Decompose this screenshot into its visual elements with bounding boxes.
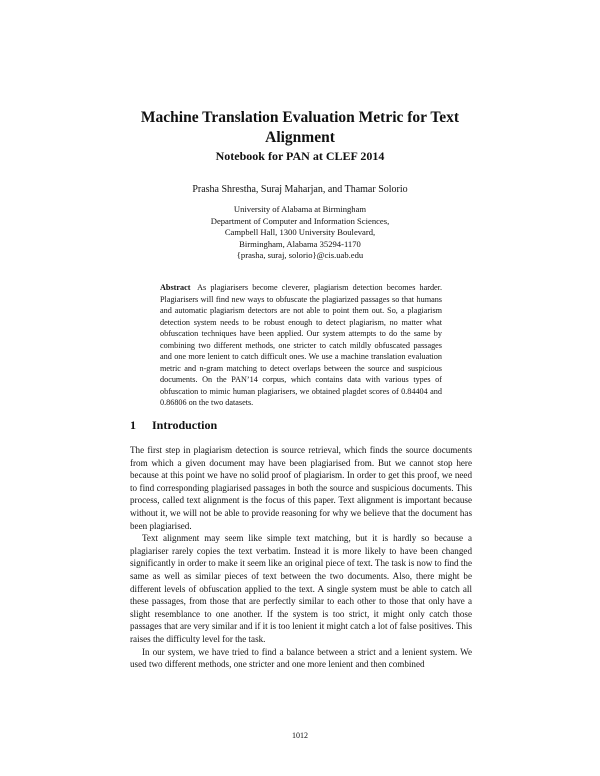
- paper-subtitle: Notebook for PAN at CLEF 2014: [215, 149, 385, 163]
- author-emails: {prasha, suraj, solorio}@cis.uab.edu: [236, 250, 364, 261]
- body-paragraph: In our system, we have tried to find a balance between a strict and a lenient system. We used two different methods, one stricter and one more lenient and then combined: [130, 646, 472, 670]
- section-number: 1: [130, 418, 136, 432]
- abstract: [160, 282, 442, 409]
- section-heading-introduction: [130, 418, 217, 433]
- affiliation-line: Campbell Hall, 1300 University Boulevard,: [224, 227, 376, 238]
- author-list: Prasha Shrestha, Suraj Maharjan, and Thamar Solorio: [192, 184, 408, 195]
- body-text: [130, 444, 472, 671]
- page-number: 1012: [292, 731, 308, 740]
- affiliation-block: [150, 204, 450, 262]
- abstract-label: Abstract: [160, 283, 191, 292]
- body-paragraph: Text alignment may seem like simple text matching, but it is hardly so because a plagiariser rarely copies the text verbatim. Instead it is more likely to have been changed significantly in order to make it seem like an original piece of text. The task is now to find the same as well as similar pieces of text between the two documents. Also, there might be different levels of obfuscation applied to the text. A single system must be able to catch all these passages, from those that are perfectly similar to each other to those that only have a slight resemblance to one another. If the system is too strict, it might only catch those passages that are very similar and if it is too lenient it might catch a lot of false positives. This raises the difficulty level for the task.: [130, 533, 472, 644]
- affiliation-line: University of Alabama at Birmingham: [233, 204, 367, 214]
- affiliation-line: Department of Computer and Information Sciences,: [210, 215, 390, 226]
- abstract-text: As plagiarisers become cleverer, plagiarism detection becomes harder. Plagiarisers will find new ways to obfuscate the plagiarized passages so that humans and automatic plagiarism detectors are not able to point them out. So, a plagiarism detection system needs to be robust enough to detect plagiarism, no matter what obfuscation techniques have been applied. Our system attempts to do the same by combining two different methods, one stricter to catch mildly obfuscated passages and one more lenient to catch difficult ones. We use a machine translation evaluation metric and n-gram matching to detect overlaps between the source and suspicious documents. On the PAN’14 corpus, which contains data with various types of obfuscation to mimic human plagiarisers, we obtained plagdet scores of 0.84404 and 0.86806 on the two datasets.: [160, 283, 442, 407]
- section-title: Introduction: [152, 418, 218, 432]
- paper-title: Machine Translation Evaluation Metric for Text Alignment: [140, 109, 460, 146]
- body-paragraph: The first step in plagiarism detection is source retrieval, which finds the source documents from which a given document may have been plagiarised from. But we cannot stop here because at this point we have no solid proof of plagiarism. In order to get this proof, we need to find corresponding plagiarised passages in both the source and suspicious documents. This process, called text alignment is the focus of this paper. Text alignment is important because without it, we will not be able to provide reasoning for why we believe that the document has been plagiarised.: [130, 445, 472, 531]
- affiliation-line: Birmingham, Alabama 35294-1170: [239, 238, 361, 249]
